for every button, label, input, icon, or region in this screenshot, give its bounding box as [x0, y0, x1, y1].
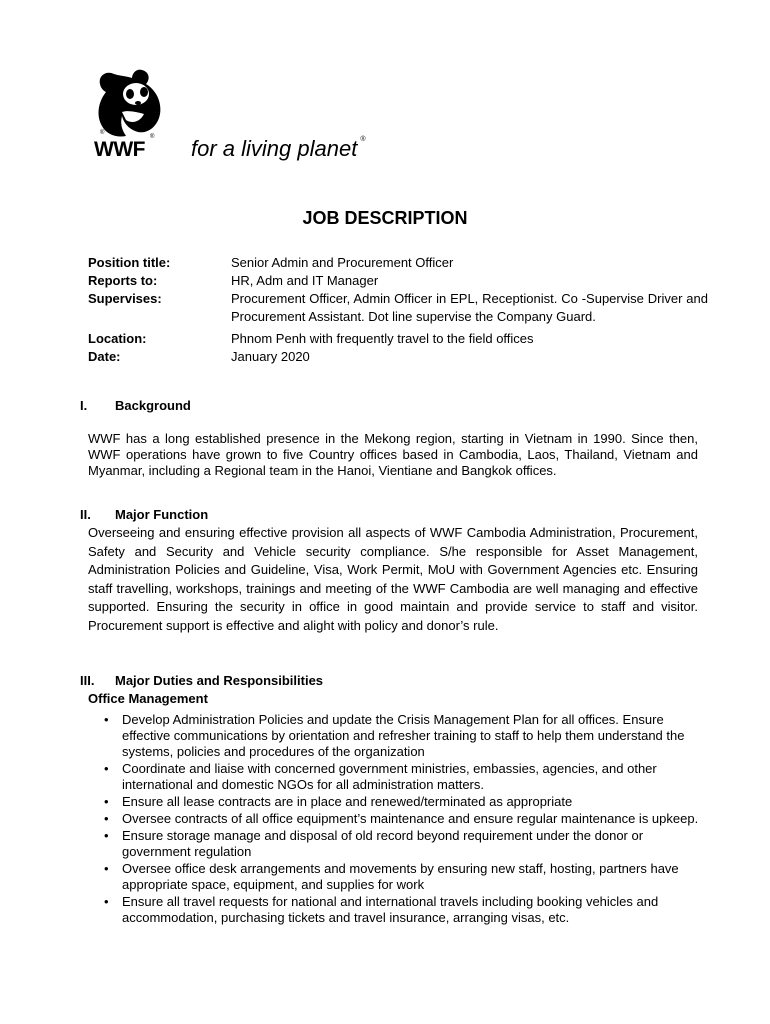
info-row-date [88, 348, 708, 366]
list-item: • Oversee office desk arrangements and movements by ensuring new staff, hosting, partners have appropriate space, equipment, and supplies for work [122, 861, 700, 893]
info-row-location [88, 330, 708, 348]
background-paragraph: WWF has a long established presence in the Mekong region, starting in Vietnam in 1990. Since then, WWF operations have grown to five Country offices based in Cambodia, Laos, Thailand, Vietnam and Myanmar, including a Regional team in the Hanoi, Vientiane and Bangkok offices. [88, 431, 698, 478]
major-function-paragraph: Overseeing and ensuring effective provision all aspects of WWF Cambodia Administration, Procurement, Safety and Security and Vehicle security compliance. S/he responsible for Asset Management, Administration Policies and Guideline, Visa, Work Permit, MoU with Government Agencies etc. Ensuring staff travelling, workshops, trainings and meeting of the WWF Cambodia are well managing and effective supported. Ensuring the security in office in good maintain and provide service to staff and visitor. Procurement support is effective and alight with policy and donor’s rule. [88, 525, 698, 633]
info-row-reports-to [88, 272, 708, 290]
list-item: • Ensure all lease contracts are in place and renewed/terminated as appropriate [122, 794, 700, 810]
list-item: • Ensure all travel requests for national and international travels including booking vehicles and accommodation, purchasing tickets and travel insurance, arranging visas, etc. [122, 894, 700, 926]
registered-mark: ® [150, 134, 155, 140]
info-label: Supervises: [88, 291, 162, 306]
office-management-heading: Office Management [88, 691, 208, 706]
info-row-supervises [88, 290, 708, 326]
list-item: • Oversee contracts of all office equipment’s maintenance and ensure regular maintenance is upkeep. [122, 811, 700, 827]
registered-mark: ® [360, 136, 366, 143]
list-item: • Ensure storage manage and disposal of old record beyond requirement under the donor or government regulation [122, 828, 700, 860]
office-management-list [88, 712, 700, 927]
job-info [88, 254, 708, 366]
wwf-logo [92, 68, 164, 160]
section-title: Background [115, 398, 191, 413]
section-number: I. [80, 398, 88, 413]
info-label: Location: [88, 331, 147, 346]
info-row-position [88, 254, 708, 272]
info-value: January 2020 [231, 349, 310, 364]
section-number: III. [80, 673, 95, 688]
section-title: Major Duties and Responsibilities [115, 673, 324, 688]
registered-mark: ® [100, 130, 105, 136]
info-value: Phnom Penh with frequently travel to the field offices [231, 331, 534, 346]
info-value: Procurement Officer, Admin Officer in EPL, Receptionist. Co -Supervise Driver and Procurement Assistant. Dot line supervise the Company Guard. [231, 291, 708, 324]
section-heading-duties [80, 673, 323, 688]
section-title: Major Function [115, 507, 209, 522]
section-heading-background [80, 398, 191, 413]
list-item: • Develop Administration Policies and update the Crisis Management Plan for all offices. Ensure effective communications by orientation and refresher training to staff to help them understand the systems, policies and procedures of the organization [122, 712, 700, 760]
section-heading-major-function [80, 507, 208, 522]
wwf-wordmark: WWF [94, 138, 145, 161]
document-title: JOB DESCRIPTION [302, 208, 468, 228]
info-label: Position title: [88, 255, 171, 270]
info-label: Reports to: [88, 273, 158, 288]
info-value: Senior Admin and Procurement Officer [231, 255, 454, 270]
section-number: II. [80, 507, 91, 522]
info-label: Date: [88, 349, 121, 364]
info-value: HR, Adm and IT Manager [231, 273, 379, 288]
tagline: for a living planet ® [191, 136, 366, 161]
panda-icon [92, 68, 164, 138]
list-item: • Coordinate and liaise with concerned government ministries, embassies, agencies, and other international and domestic NGOs for all administration matters. [122, 761, 700, 793]
